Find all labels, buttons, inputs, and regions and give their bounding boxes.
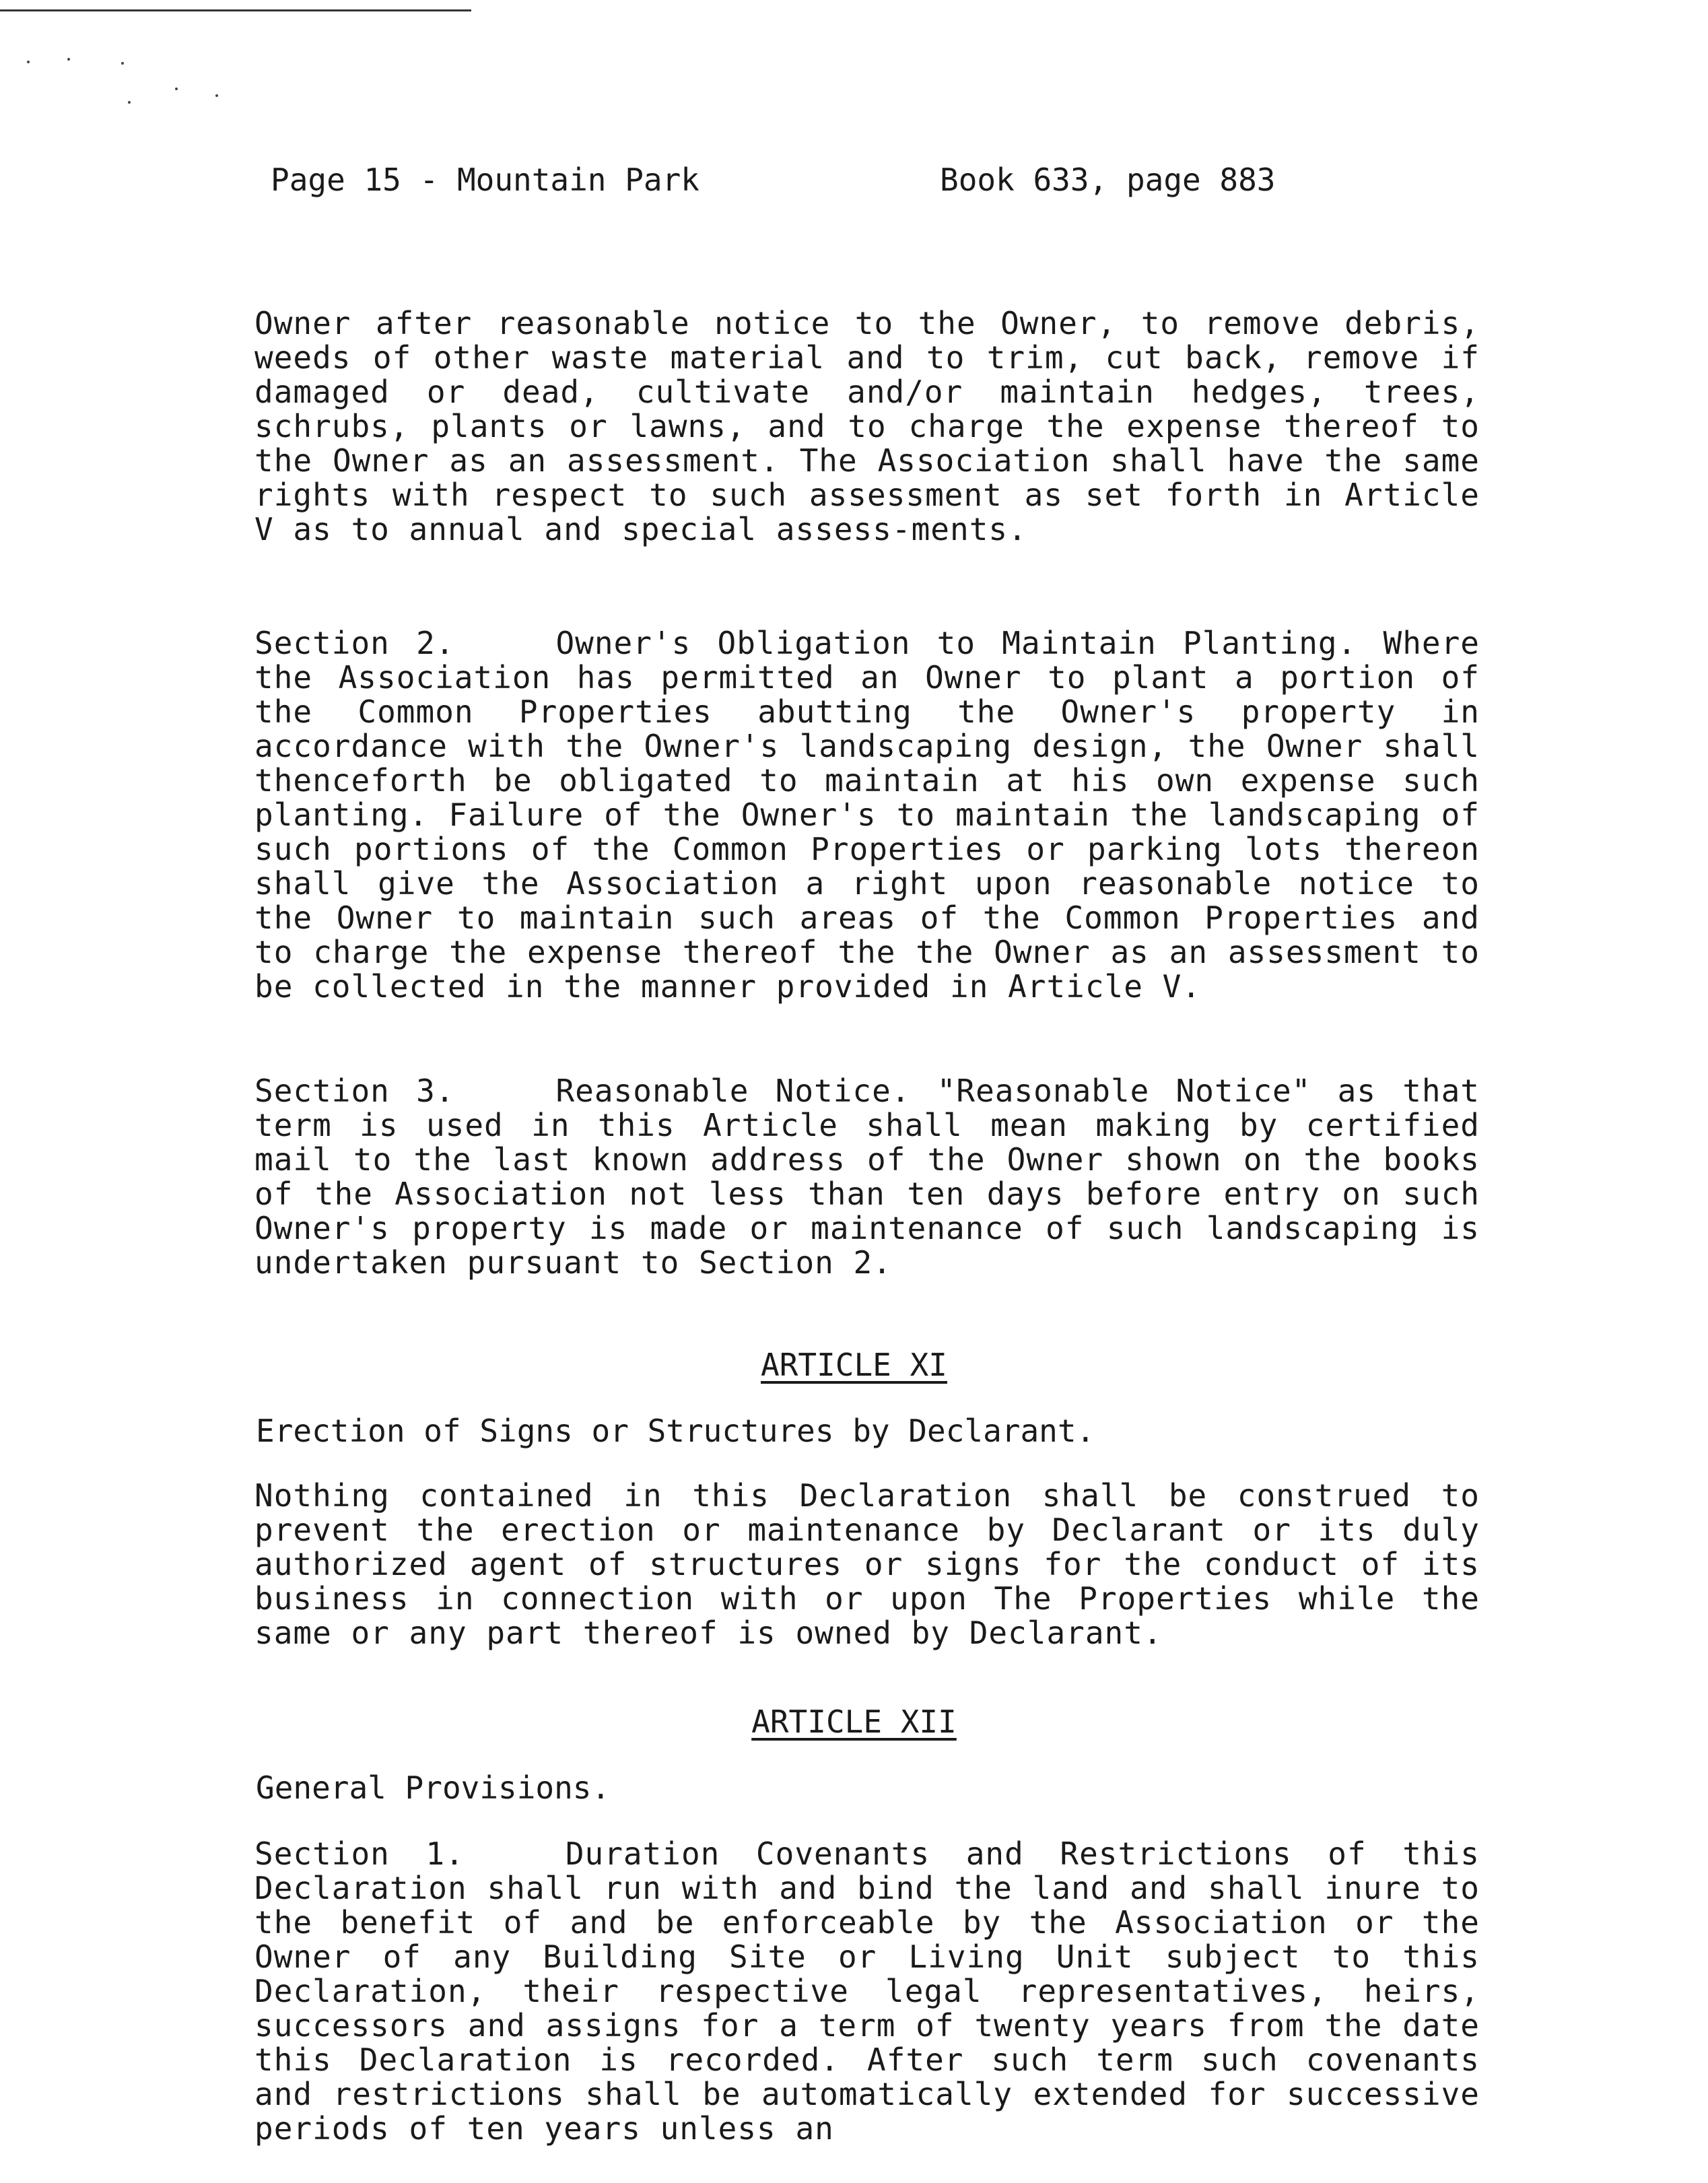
section-2-title: Owner's Obligation to Maintain Planting.	[555, 625, 1357, 661]
section-2-text: Where the Association has permitted an Owner to plant a portion of the Common Properties abutting the Owner's property in accordance with the Owner's landscaping design, the Owner shall thenceforth be obligated to maintain at his own expense such planting. Failure of the Owner's to maintain the landscaping of such portions of the Common Properties or parking lots thereon shall give the Association a right upon reasonable notice to the Owner to maintain such areas of the Common Properties and to charge the expense thereof the the Owner as an assessment to be collected in the manner provided in Article V.	[254, 625, 1480, 1005]
article-11-heading: ARTICLE XI	[761, 1347, 947, 1383]
page-header-left: Page 15 - Mountain Park	[271, 162, 699, 198]
section-2-label: Section 2.	[254, 625, 455, 661]
article-11-subtitle: Erection of Signs or Structures by Declarant.	[256, 1413, 1095, 1449]
section-3-label: Section 3.	[254, 1073, 455, 1109]
a12-section-1-label: Section 1.	[254, 1836, 465, 1872]
scan-speck	[27, 61, 30, 63]
article-12-heading: ARTICLE XII	[751, 1704, 957, 1740]
section-3-text: "Reasonable Notice" as that term is used in this Article shall mean making by certified mail to the last known address of the Owner shown on the books of the Association not less than ten days before entry on such Owner's property is made or maintenance of such landscaping is undertaken pursuant to Section 2.	[254, 1073, 1480, 1281]
scan-speck	[121, 62, 124, 65]
top-rule	[0, 9, 471, 11]
scan-speck	[67, 58, 70, 61]
a12-section-1-text: Declaration shall run with and bind the land and shall inure to the benefit of and be enforceable by the Association or the Owner of any Building Site or Living Unit subject to this Declaration, their respective legal representatives, heirs, successors and assigns for a term of twenty years from the date this Declaration is recorded. After such term such covenants and restrictions shall be automatically extended for successive periods of ten years unless an	[254, 1870, 1480, 2147]
section-2	[254, 626, 1480, 1004]
article-12-section-1	[254, 1837, 1480, 2146]
page-header-right: Book 633, page 883	[940, 162, 1276, 198]
scan-speck	[175, 88, 178, 90]
scan-speck	[215, 94, 218, 97]
article-12-subtitle: General Provisions.	[256, 1770, 611, 1806]
article-11-paragraph: Nothing contained in this Declaration shall be construed to prevent the erection or maintenance by Declarant or its duly authorized agent of structures or signs for the conduct of its business in connection with or upon The Properties while the same or any part thereof is owned by Declarant.	[254, 1477, 1480, 1651]
a12-section-1-title: Duration Covenants and Restrictions of this	[565, 1836, 1480, 1872]
intro-paragraph: Owner after reasonable notice to the Owner, to remove debris, weeds of other waste material and to trim, cut back, remove if damaged or dead, cultivate and/or maintain hedges, trees, schrubs, plants or lawns, and to charge the expense thereof to the Owner as an assessment. The Association shall have the same rights with respect to such assessment as set forth in Article V as to annual and special assess-ments.	[254, 305, 1480, 547]
section-3-title: Reasonable Notice.	[555, 1073, 911, 1109]
section-3	[254, 1074, 1480, 1280]
scan-speck	[128, 101, 131, 104]
